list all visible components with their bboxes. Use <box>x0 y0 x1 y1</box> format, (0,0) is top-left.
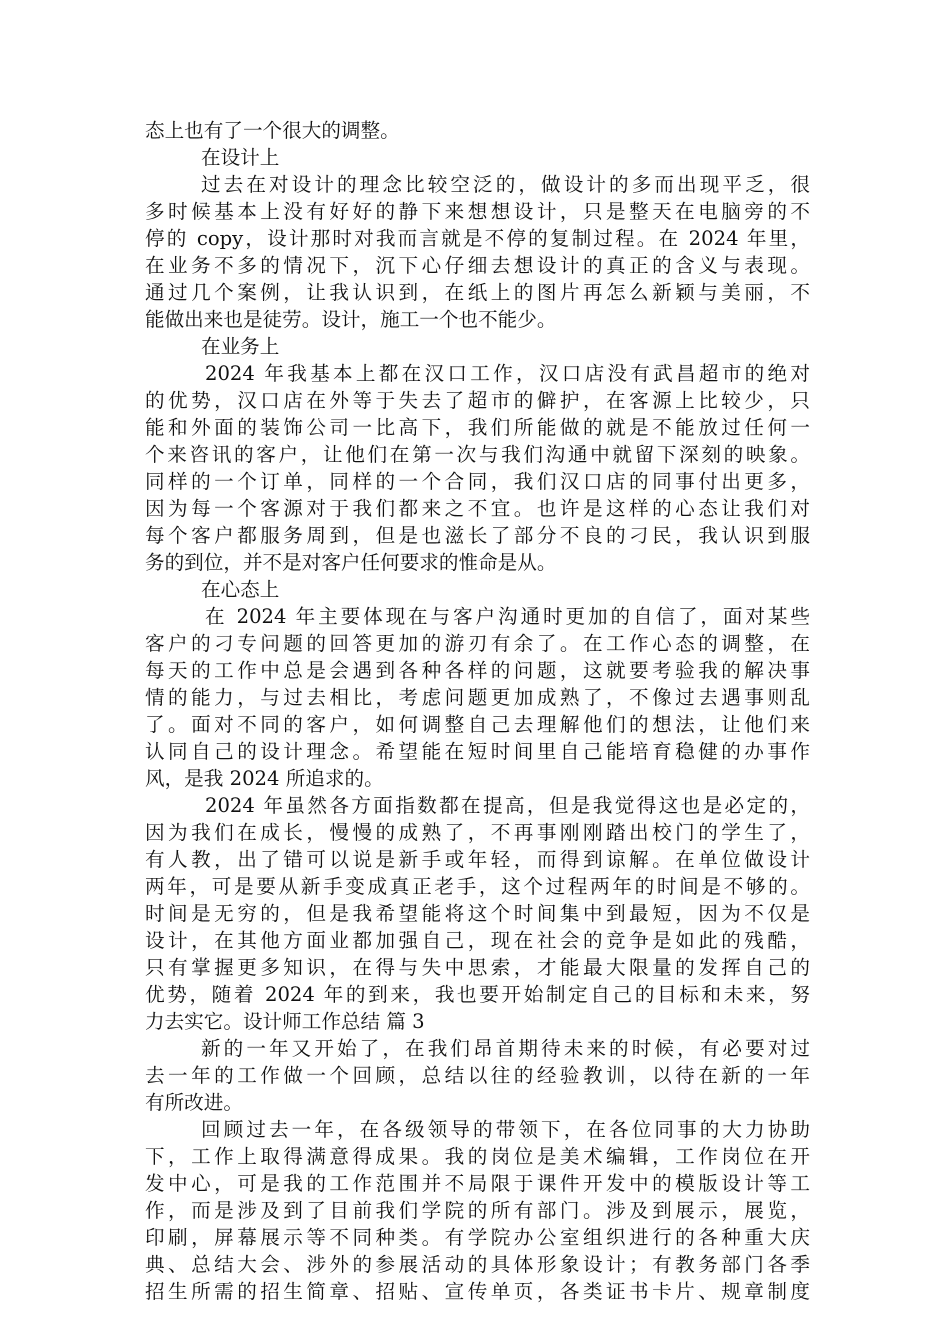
section-heading: 在设计上 <box>201 146 280 169</box>
text-line: 2024 年虽然各方面指数都在提高，但是我觉得这也是必定的， <box>205 794 810 817</box>
text-line: 能做出来也是徒劳。设计，施工一个也不能少。 <box>145 308 557 331</box>
text-line: 回顾过去一年，在各级领导的带领下，在各位同事的大力协助 <box>201 1118 810 1141</box>
text-line: 通过几个案例，让我认识到，在纸上的图片再怎么新颖与美丽，不 <box>145 281 810 304</box>
text-line: 典、总结大会、涉外的参展活动的具体形象设计；有教务部门各季 <box>145 1253 810 1276</box>
text-line: 每天的工作中总是会遇到各种各样的问题，这就要考验我的解决事 <box>145 659 810 682</box>
text-line: 只有掌握更多知识，在得与失中思索，才能最大限量的发挥自己的 <box>145 956 810 979</box>
text-line: 设计，在其他方面业都加强自己，现在社会的竞争是如此的残酷， <box>145 929 810 952</box>
text-line: 同样的一个订单，同样的一个合同，我们汉口店的同事付出更多， <box>145 470 810 493</box>
section-heading: 在业务上 <box>201 335 280 358</box>
text-line: 有所改进。 <box>145 1091 243 1114</box>
text-line: 个来咨讯的客户，让他们在第一次与我们沟通中就留下深刻的映象。 <box>145 443 810 466</box>
text-line: 的优势，汉口店在外等于失去了超市的僻护，在客源上比较少，只 <box>145 389 810 412</box>
text-line: 时间是无穷的，但是我希望能将这个时间集中到最短，因为不仅是 <box>145 902 810 925</box>
text-line: 多时候基本上没有好好的静下来想想设计，只是整天在电脑旁的不 <box>145 200 810 223</box>
text-line: 认同自己的设计理念。希望能在短时间里自己能培育稳健的办事作 <box>145 740 810 763</box>
text-line: 发中心，可是我的工作范围并不局限于课件开发中的模版设计等工 <box>145 1172 810 1195</box>
text-line: 下，工作上取得满意得成果。我的岗位是美术编辑，工作岗位在开 <box>145 1145 810 1168</box>
text-line: 两年，可是要从新手变成真正老手，这个过程两年的时间是不够的。 <box>145 875 810 898</box>
text-line: 在 2024 年主要体现在与客户沟通时更加的自信了，面对某些 <box>205 605 810 628</box>
text-line: 每个客户都服务周到，但是也滋长了部分不良的刁民，我认识到服 <box>145 524 810 547</box>
text-line: 客户的刁专问题的回答更加的游刃有余了。在工作心态的调整，在 <box>145 632 810 655</box>
text-line: 去一年的工作做一个回顾，总结以往的经验教训，以待在新的一年 <box>145 1064 810 1087</box>
text-line: 能和外面的装饰公司一比高下，我们所能做的就是不能放过任何一 <box>145 416 810 439</box>
text-line: 风，是我 2024 所追求的。 <box>145 767 384 790</box>
text-line: 招生所需的招生简章、招贴、宣传单页，各类证书卡片、规章制度 <box>145 1280 810 1303</box>
text-line: 了。面对不同的客户，如何调整自己去理解他们的想法，让他们来 <box>145 713 810 736</box>
section-heading: 在心态上 <box>201 578 280 601</box>
text-line: 印刷，屏幕展示等不同种类。有学院办公室组织进行的各种重大庆 <box>145 1226 810 1249</box>
text-line: 在业务不多的情况下，沉下心仔细去想设计的真正的含义与表现。 <box>145 254 810 277</box>
text-line: 情的能力，与过去相比，考虑问题更加成熟了，不像过去遇事则乱 <box>145 686 810 709</box>
text-line: 停的 copy，设计那时对我而言就是不停的复制过程。在 2024 年里， <box>145 227 810 250</box>
text-line: 优势，随着 2024 年的到来，我也要开始制定自己的目标和未来，努 <box>145 983 810 1006</box>
text-line: 态上也有了一个很大的调整。 <box>145 119 400 142</box>
text-line: 2024 年我基本上都在汉口工作，汉口店没有武昌超市的绝对 <box>205 362 810 385</box>
text-line: 作，而是涉及到了目前我们学院的所有部门。涉及到展示，展览， <box>145 1199 810 1222</box>
document-body <box>145 117 810 1305</box>
text-line: 力去实它。设计师工作总结 篇 3 <box>145 1010 425 1033</box>
text-line: 因为每一个客源对于我们都来之不宜。也许是这样的心态让我们对 <box>145 497 810 520</box>
text-line: 因为我们在成长，慢慢的成熟了，不再事刚刚踏出校门的学生了， <box>145 821 810 844</box>
text-line: 新的一年又开始了，在我们昂首期待未来的时候，有必要对过 <box>201 1037 810 1060</box>
text-line: 过去在对设计的理念比较空泛的，做设计的多而出现平乏，很 <box>201 173 810 196</box>
text-line: 务的到位，并不是对客户任何要求的惟命是从。 <box>145 551 557 574</box>
text-line: 有人教，出了错可以说是新手或年轻，而得到谅解。在单位做设计 <box>145 848 810 871</box>
